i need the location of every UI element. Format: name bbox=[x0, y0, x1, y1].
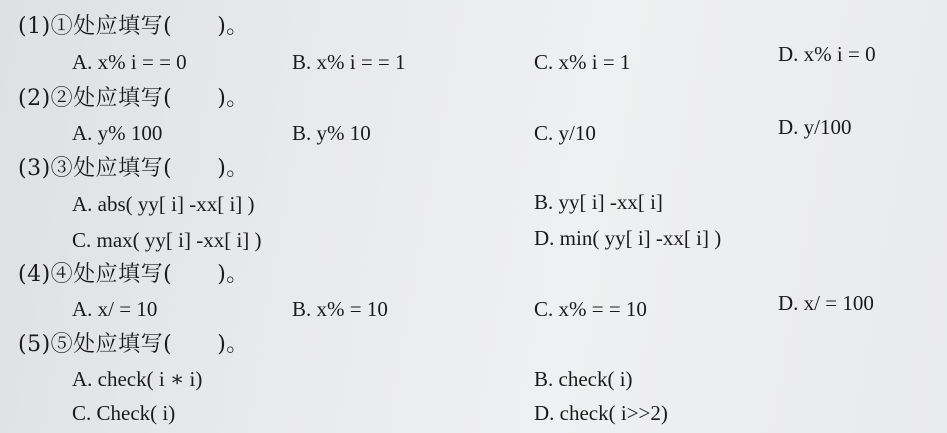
question-4-option-d[interactable]: D. x/ = 100 bbox=[778, 291, 874, 315]
question-4-option-c[interactable]: C. x% = = 10 bbox=[534, 297, 647, 321]
question-2-option-d[interactable]: D. y/100 bbox=[778, 115, 852, 139]
question-2-option-c[interactable]: C. y/10 bbox=[534, 121, 596, 145]
question-5-option-d[interactable]: D. check( i>>2) bbox=[534, 401, 668, 425]
question-3-option-b[interactable]: B. yy[ i] -xx[ i] bbox=[534, 190, 663, 214]
question-4-option-b[interactable]: B. x% = 10 bbox=[292, 297, 388, 321]
question-5-stem: (5)⑤处应填写( )。 bbox=[18, 332, 249, 357]
question-1-stem: (1)①处应填写( )。 bbox=[18, 14, 249, 39]
question-2-option-a[interactable]: A. y% 100 bbox=[72, 121, 163, 145]
question-1-option-d[interactable]: D. x% i = 0 bbox=[778, 42, 876, 66]
question-2-stem: (2)②处应填写( )。 bbox=[18, 86, 249, 111]
question-4-stem: (4)④处应填写( )。 bbox=[18, 262, 249, 287]
question-3-option-a[interactable]: A. abs( yy[ i] -xx[ i] ) bbox=[72, 192, 255, 216]
question-5-option-c[interactable]: C. Check( i) bbox=[72, 401, 176, 425]
question-3-stem: (3)③处应填写( )。 bbox=[18, 156, 249, 181]
question-5-option-a[interactable]: A. check( i ∗ i) bbox=[72, 367, 203, 391]
question-2-option-b[interactable]: B. y% 10 bbox=[292, 121, 371, 145]
question-4-option-a[interactable]: A. x/ = 10 bbox=[72, 297, 158, 321]
question-1-option-a[interactable]: A. x% i = = 0 bbox=[72, 50, 187, 74]
question-5-option-b[interactable]: B. check( i) bbox=[534, 367, 633, 391]
question-3-option-c[interactable]: C. max( yy[ i] -xx[ i] ) bbox=[72, 228, 262, 252]
question-1-option-b[interactable]: B. x% i = = 1 bbox=[292, 50, 406, 74]
question-3-option-d[interactable]: D. min( yy[ i] -xx[ i] ) bbox=[534, 226, 722, 250]
question-1-option-c[interactable]: C. x% i = 1 bbox=[534, 50, 631, 74]
